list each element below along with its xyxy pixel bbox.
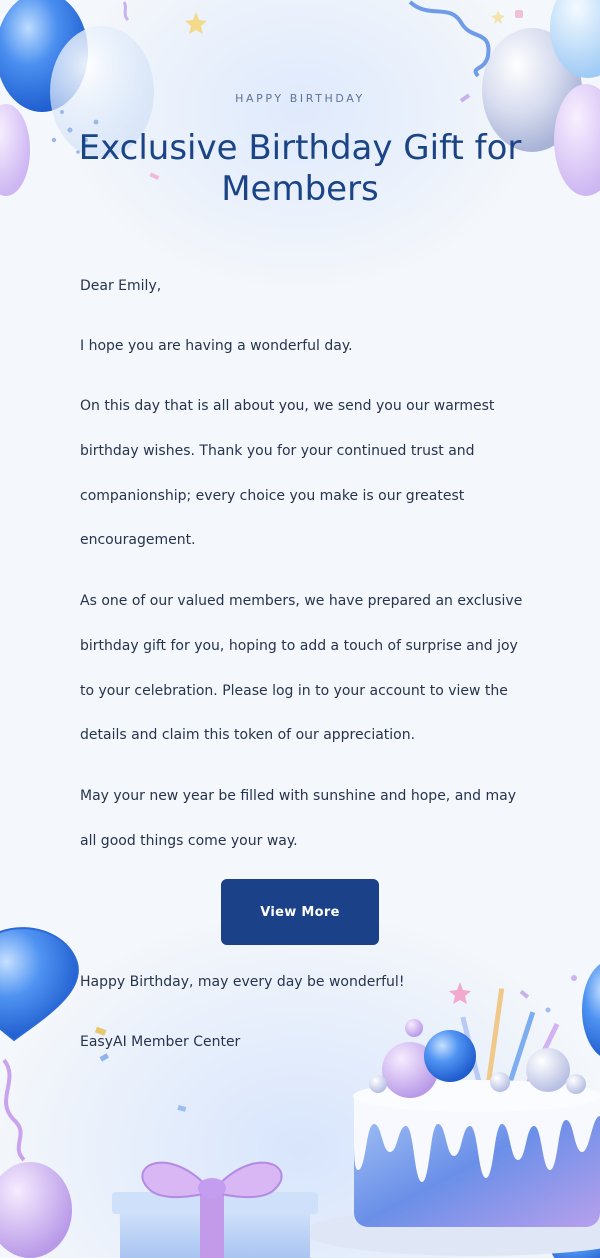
- hope-paragraph: I hope you are having a wonderful day.: [80, 338, 353, 354]
- email-title: Exclusive Birthday Gift for Members: [78, 128, 522, 209]
- star-icon: [185, 10, 505, 34]
- greeting-text: Dear Emily,: [80, 278, 162, 294]
- eyebrow-label: HAPPY BIRTHDAY: [235, 92, 365, 105]
- heart-balloon-icon: [0, 928, 78, 1160]
- gift-paragraph: As one of our valued members, we have prepared an exclusive birthday gift for you, hoping to add a touch of surprise and joy to your celebration. Please log in to your account to view the details and claim this token of our appreciation.: [80, 593, 523, 744]
- signature: EasyAI Member Center: [80, 1034, 241, 1050]
- view-more-button[interactable]: View More: [221, 879, 379, 945]
- ribbon-icon: [124, 2, 489, 76]
- new-year-paragraph: May your new year be filled with sunshine and hope, and may all good things come your way.: [80, 788, 516, 849]
- wishes-paragraph: On this day that is all about you, we send you our warmest birthday wishes. Thank you for your continued trust and companionship; every choice you make is our greatest encouragement.: [80, 398, 495, 549]
- gift-box-icon: [112, 1163, 318, 1258]
- closing-line: Happy Birthday, may every day be wonderful!: [80, 974, 405, 990]
